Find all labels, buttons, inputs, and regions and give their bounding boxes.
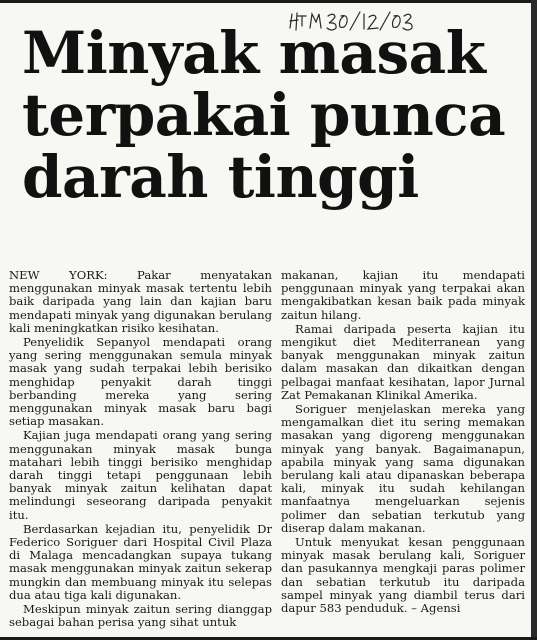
article-paragraph: Soriguer menjelaskan mereka yang mengamalkan diet itu sering memakan masakan yang digoreng menggunakan minyak yang banyak. Bagaimanapun, apabila minyak yang sama digunakan berulang kali atau dipanaskan beberapa kali, minyak itu sudah kehilangan manfaatnya mengeluarkan sejenis polimer dan sebatian terkutub yang diserap dalam makanan. [281,402,525,535]
article-paragraph: Ramai daripada peserta kajian itu mengikut diet Mediterranean yang banyak menggunakan minyak zaitun dalam masakan dan dikaitkan dengan pelbagai manfaat kesihatan, lapor Jurnal Zat Pemakanan Klinikal Amerika. [281,321,525,402]
scan-edge-right [531,0,537,640]
article-paragraph: NEW YORK: Pakar menyatakan menggunakan minyak masak tertentu lebih baik daripada yang lain dan kajian baru mendapati minyak yang digunakan berulang kali meningkatkan risiko kesihatan. [9,268,272,335]
article-paragraph: Penyelidik Sepanyol mendapati orang yang sering menggunakan semula minyak masak yang sudah terpakai lebih berisiko menghidap penyakit darah tinggi berbanding mereka yang sering menggunakan minyak masak baru bagi setiap masakan. [9,335,272,429]
scan-edge-top [0,0,537,3]
article-paragraph: Kajian juga mendapati orang yang sering menggunakan minyak masak bunga matahari lebih tinggi berisiko menghidap darah tinggi tetapi penggunaan lebih banyak minyak zaitun kelihatan dapat melindungi seseorang daripada penyakit itu. [9,428,272,522]
article-paragraph: Berdasarkan kejadian itu, penyelidik Dr Federico Soriguer dari Hospital Civil Plaza di Malaga mencadangkan supaya tukang masak menggunakan minyak zaitun sekerap mungkin dan membuang minyak itu selepas dua atau tiga kali digunakan. [9,521,272,602]
article-column-right [281,269,525,616]
article-paragraph: Meskipun minyak zaitun sering dianggap sebagai bahan perisa yang sihat untuk [9,602,272,630]
article-column-left [9,269,272,630]
article-paragraph: Untuk menyukat kesan penggunaan minyak masak berulang kali, Soriguer dan pasukannya mengkaji paras polimer dan sebatian terkutub itu daripada sampel minyak yang diambil terus dari dapur 583 penduduk. – Agensi [281,535,525,616]
article-paragraph: makanan, kajian itu mendapati penggunaan minyak yang terpakai akan mengakibatkan kesan baik pada minyak zaitun hilang. [281,268,525,322]
headline: Minyak masak terpakai punca darah tinggi [22,19,506,211]
